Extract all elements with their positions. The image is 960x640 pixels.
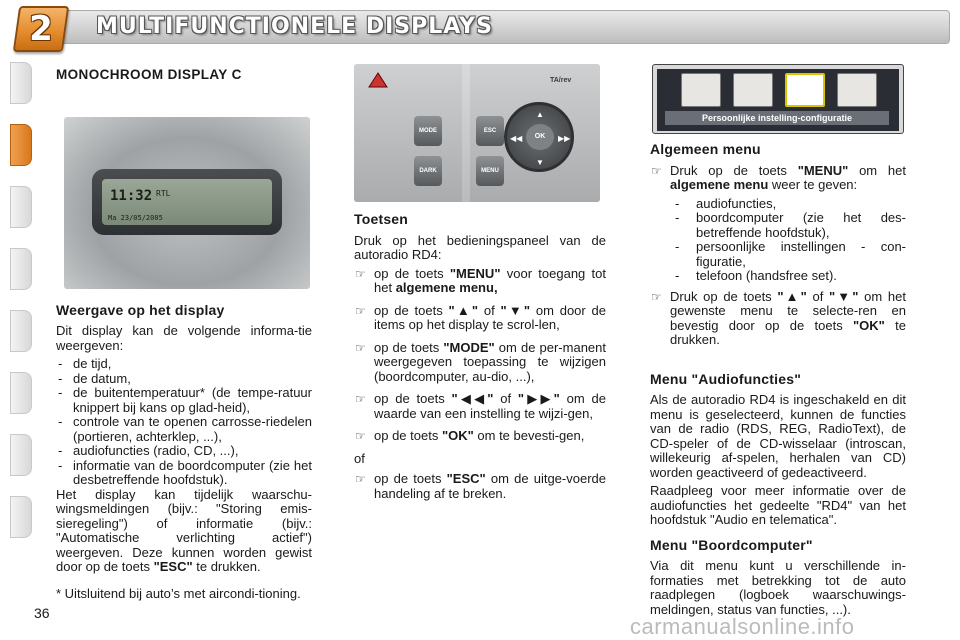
- hand-pointer-icon: ☞: [355, 392, 366, 406]
- list-item: - boordcomputer (zie het des-betreffende hoofdstuk),: [672, 211, 906, 240]
- monochrome-display-photo: [64, 117, 310, 289]
- column-middle: [354, 60, 606, 509]
- warning-text-end: te drukken.: [192, 559, 261, 574]
- section-title-keys: Toetsen: [354, 211, 409, 227]
- side-tab-3[interactable]: [10, 186, 32, 228]
- list-item: - informatie van de boordcomputer (zie het desbetreffende hoofdstuk).: [56, 459, 312, 488]
- list-item: - controle van te openen carrosse-riedelen (portieren, achterklep, ...),: [56, 415, 312, 444]
- display-radio-info: RTL: [156, 188, 171, 198]
- radio-keypad-photo: [354, 64, 600, 202]
- watermark: carmanualsonline.info: [630, 614, 855, 639]
- arrow-left-icon: ◀◀: [510, 134, 523, 143]
- footnote: * Uitsluitend bij auto’s met aircondi-tioning.: [56, 585, 301, 601]
- ta-rev-label: TA/rev: [550, 77, 572, 84]
- chapter-number: 2: [29, 9, 53, 49]
- page-number: 36: [34, 605, 50, 621]
- audio-paragraph-2: Raadpleeg voor meer informatie over de audiofuncties het gedeelte "RD4" van het hoofdstuk "Audio en telematica".: [650, 483, 906, 527]
- list-item: - de buitentemperatuur* (de tempe-ratuur knippert bij kans op glad-heid),: [56, 386, 312, 415]
- arrow-right-icon: ▶▶: [558, 134, 571, 143]
- side-tab-5[interactable]: [10, 310, 32, 352]
- general-menu-list: [672, 197, 906, 284]
- column-right: [650, 60, 906, 621]
- menu-screen-caption: Persoonlijke instelling-configuratie: [665, 111, 889, 125]
- bullet-ok-key: ☞ op de toets "OK" om te bevesti-gen,: [355, 428, 585, 443]
- arrow-down-icon: ▼: [536, 158, 544, 167]
- esc-button: ESC: [476, 116, 504, 146]
- arrow-up-icon: ▲: [536, 110, 544, 119]
- hand-pointer-icon: ☞: [355, 472, 366, 486]
- section-title-audio-menu: Menu "Audiofuncties": [650, 370, 802, 387]
- side-tab-7[interactable]: [10, 434, 32, 476]
- side-tab-2-active[interactable]: [10, 124, 32, 166]
- section-title-general-menu: Algemeen menu: [650, 141, 761, 157]
- list-item: - de tijd,: [56, 357, 312, 372]
- esc-key-label: "ESC": [153, 559, 193, 574]
- page-title: MULTIFUNCTIONELE DISPLAYS: [96, 14, 493, 39]
- list-item: - telefoon (handsfree set).: [672, 269, 906, 284]
- trip-computer-paragraph: Via dit menu kunt u verschillende in-formaties met betrekking tot de auto raadplegen (logboek waarschuwings-meldingen, status van functies, ...).: [650, 558, 906, 617]
- section-title-trip-computer-menu: Menu "Boordcomputer": [650, 536, 813, 553]
- hand-pointer-icon: ☞: [651, 163, 662, 178]
- side-tab-1[interactable]: [10, 62, 32, 104]
- bullet-esc-key: ☞ op de toets "ESC" om de uitge-voerde handeling af te breken.: [355, 471, 606, 501]
- list-item: - audiofuncties (radio, CD, ...),: [56, 444, 312, 459]
- display-date: Ma 23/05/2005: [108, 213, 163, 222]
- settings-menu-icon: [785, 73, 825, 107]
- hand-pointer-icon: ☞: [355, 340, 366, 355]
- menu-button: MENU: [476, 156, 504, 186]
- bullet-open-menu: ☞ Druk op de toets "MENU" om het algemene menu weer te geven:: [651, 162, 906, 192]
- display-info-list: [56, 357, 312, 488]
- display-time: 11:32: [110, 187, 153, 204]
- section-title-display: Weergave op het display: [56, 301, 225, 318]
- warning-paragraph: [56, 488, 312, 575]
- side-tab-4[interactable]: [10, 248, 32, 290]
- mode-button: MODE: [414, 116, 442, 146]
- bullet-value-keys: ☞ op de toets "◀◀" of "▶▶" om de waarde van een instelling te wijzi-gen,: [355, 391, 606, 421]
- list-item: - audiofuncties,: [672, 197, 906, 212]
- list-item: - persoonlijke instellingen - con-figuratie,: [672, 240, 906, 269]
- phone-menu-icon: [837, 73, 877, 107]
- page-header: [0, 0, 960, 58]
- bullet-mode-key: ☞ op de toets "MODE" om de per-manent weergegeven toepassing te wijzigen (boordcomputer, au-dio, ...),: [355, 339, 606, 384]
- side-tab-6[interactable]: [10, 372, 32, 414]
- side-tab-8[interactable]: [10, 496, 32, 538]
- hazard-warning-icon: [368, 72, 388, 88]
- keys-intro: Druk op het bedieningspaneel van de autoradio RD4:: [354, 232, 606, 262]
- warning-text: Het display kan tijdelijk waarschu-wingsmeldingen (bijv.: "Storing emis-sieregeling") of informatie (bijv.: "Automatische verlichting actief") weergeven. Deze kunnen worden gewist door op de toets: [56, 486, 312, 574]
- bullet-menu-key: ☞ op de toets "MENU" voor toegang tot het algemene menu,: [355, 265, 606, 295]
- menu-screen-photo: [652, 64, 904, 134]
- or-text: of: [354, 450, 365, 466]
- column-left: [56, 60, 312, 605]
- hand-pointer-icon: ☞: [355, 266, 366, 281]
- chapter-side-tabs: [0, 62, 36, 582]
- hand-pointer-icon: ☞: [355, 303, 366, 318]
- audio-menu-icon: [681, 73, 721, 107]
- display-model-heading: MONOCHROOM DISPLAY C: [56, 67, 242, 82]
- bullet-select-menu: ☞ Druk op de toets "▲" of "▼" om het gewenste menu te selecte-ren en bevestig door op de toets "OK" te drukken.: [651, 288, 906, 347]
- hand-pointer-icon: ☞: [651, 289, 662, 304]
- trip-computer-menu-icon: [733, 73, 773, 107]
- list-item: - de datum,: [56, 372, 312, 387]
- dark-button: DARK: [414, 156, 442, 186]
- bullet-scroll-keys: ☞ op de toets "▲" of "▼" om door de items op het display te scrol-len,: [355, 302, 606, 332]
- hand-pointer-icon: ☞: [355, 429, 366, 443]
- ok-button: OK: [526, 124, 554, 150]
- display-intro: Dit display kan de volgende informa-tie weergeven:: [56, 323, 312, 353]
- audio-paragraph-1: Als de autoradio RD4 is ingeschakeld en dit menu is geselecteerd, kunnen de functies van de radio (RDS, REG, RadioText), de CD-speler of de CD-wisselaar (introscan, willekeurig af-spelen, herhalen van CD) worden geactiveerd of gedeactiveerd.: [650, 392, 906, 480]
